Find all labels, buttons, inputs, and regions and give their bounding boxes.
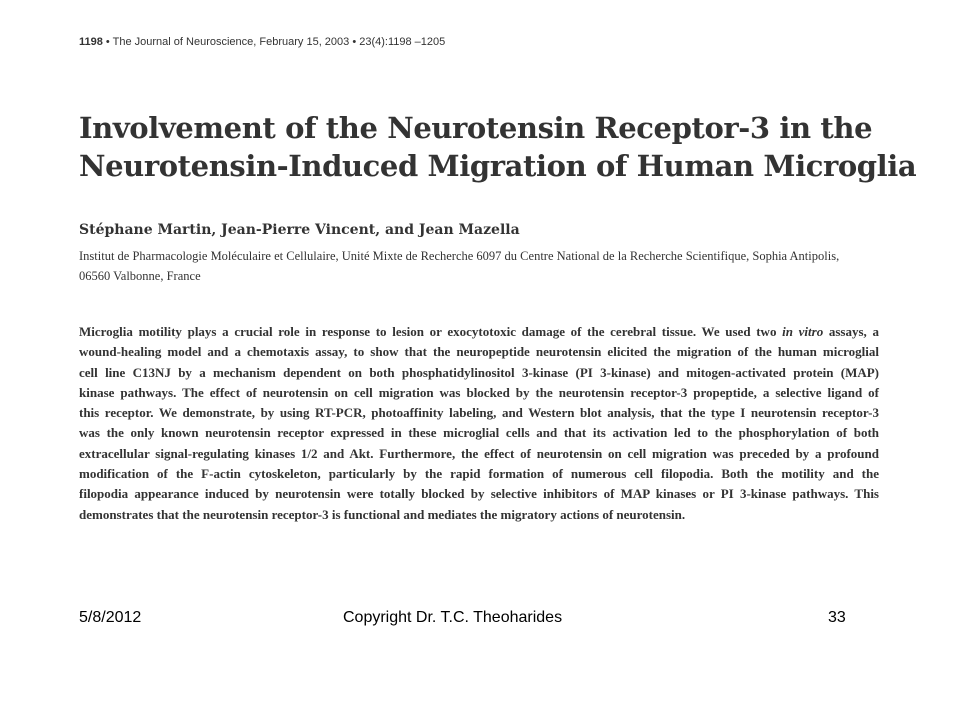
footer-slide-number: 33 bbox=[828, 609, 846, 626]
author-list: Stéphane Martin, Jean-Pierre Vincent, and Jean Mazella bbox=[79, 222, 520, 238]
abstract-line: cell line C13NJ by a mechanism dependent on both phosphatidylinositol 3-kinase (PI 3-kinase) and mitogen-activated protein (MAP) bbox=[79, 364, 879, 380]
journal-citation: • The Journal of Neuroscience, February 15, 2003 • 23(4):1198 –1205 bbox=[102, 36, 446, 48]
affiliation-line-1: Institut de Pharmacologie Moléculaire et Cellulaire, Unité Mixte de Recherche 6097 du Centre National de la Recherche Scientifique, Sophia Antipolis, bbox=[79, 249, 840, 263]
journal-running-header bbox=[79, 36, 445, 48]
abstract-italic-term: in vitro bbox=[782, 324, 824, 339]
affiliation bbox=[79, 246, 879, 286]
article-title bbox=[79, 109, 917, 185]
abstract-line: this receptor. We demonstrate, by using RT-PCR, photoaffinity labeling, and Western blot analysis, that the type I neurotensin receptor-3 bbox=[79, 405, 879, 421]
footer-date: 5/8/2012 bbox=[79, 609, 142, 626]
abstract-text: Microglia motility plays a crucial role in response to lesion or exocytotoxic damage of the cerebral tissue. We used two bbox=[79, 324, 783, 339]
abstract-line bbox=[79, 322, 879, 342]
abstract-line: was the only known neurotensin receptor expressed in these microglial cells and that its activation led to the phosphorylation of both bbox=[79, 425, 879, 441]
abstract-line: demonstrates that the neurotensin receptor-3 is functional and mediates the migratory actions of neurotensin. bbox=[79, 506, 686, 522]
footer-copyright: Copyright Dr. T.C. Theoharides bbox=[343, 609, 563, 626]
abstract-line: wound-healing model and a chemotaxis assay, to show that the neuropeptide neurotensin elicited the migration of the human microglial bbox=[79, 344, 879, 360]
affiliation-line-2: 06560 Valbonne, France bbox=[79, 269, 201, 283]
title-line-2: Neurotensin-Induced Migration of Human Microglia bbox=[79, 149, 917, 183]
abstract-line: kinase pathways. The effect of neurotensin on cell migration was blocked by the neurotensin receptor-3 propeptide, a selective ligand of bbox=[79, 384, 879, 400]
abstract-line: filopodia appearance induced by neurotensin were totally blocked by selective inhibitors of MAP kinases or PI 3-kinase pathways. This bbox=[79, 486, 879, 502]
abstract bbox=[79, 322, 879, 525]
abstract-text: assays, a bbox=[823, 324, 879, 339]
journal-page-number: 1198 bbox=[79, 36, 103, 48]
title-line-1: Involvement of the Neurotensin Receptor-3 in the bbox=[79, 111, 873, 145]
abstract-line: modification of the F-actin cytoskeleton, particularly by the rapid formation of numerous cell filopodia. Both the motility and the bbox=[79, 466, 879, 482]
abstract-line: extracellular signal-regulating kinases 1/2 and Akt. Furthermore, the effect of neurotensin on cell migration was preceded by a profound bbox=[79, 445, 879, 461]
